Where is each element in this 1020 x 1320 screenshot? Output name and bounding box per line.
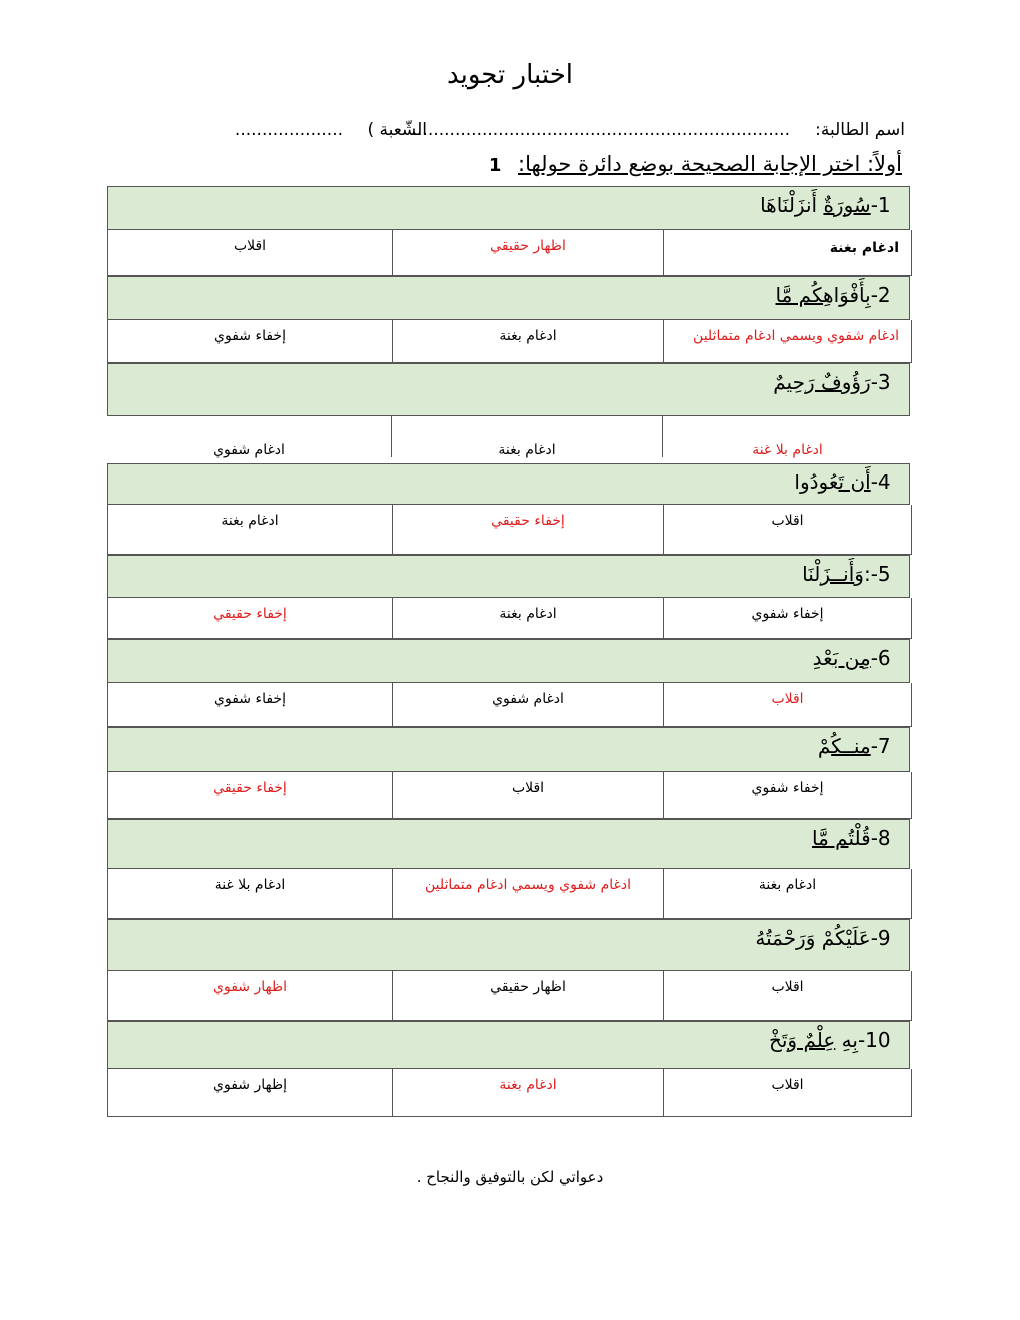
question-word-prefix: عَلَيْكُمْ وَرَحْمَتُهُ [755, 926, 871, 950]
question-number: :-5 [863, 562, 897, 586]
answer-option-cell[interactable] [392, 869, 664, 918]
question-word-prefix: وَ [854, 562, 864, 586]
question-number: -8 [870, 826, 897, 850]
question-number: -4 [870, 470, 897, 494]
question-text [760, 193, 897, 217]
answer-option-label: اقلاب [771, 513, 804, 529]
answer-option-label: اقلاب [233, 238, 267, 254]
instruction-number: 1 [488, 155, 502, 176]
question-word-prefix: بِهِ [835, 1028, 858, 1052]
answer-option-label: ادغام بغنة [499, 1077, 557, 1093]
answer-option-label: ادغام بغنة [499, 606, 557, 622]
question-word-underlined: أَن تَ [838, 470, 871, 494]
answer-option-label: اقلاب [771, 979, 804, 995]
answer-option-cell[interactable] [108, 1069, 392, 1116]
question-row [107, 363, 910, 416]
question-text [794, 470, 897, 494]
question-text [773, 370, 897, 394]
answer-option-cell[interactable] [664, 320, 911, 362]
answer-option-label: إخفاء حقيقي [213, 780, 287, 796]
answer-option-cell[interactable] [664, 869, 911, 918]
answer-option-cell[interactable] [392, 971, 664, 1020]
question-row [107, 1021, 910, 1069]
question-word-suffix: عْدِ [812, 646, 833, 670]
answer-option-cell[interactable] [664, 598, 911, 638]
answer-option-label: إظهار شفوي [213, 1077, 287, 1093]
question-word-underlined: عِلْمٌ وَ [787, 1028, 836, 1052]
answer-option-cell[interactable] [392, 230, 664, 275]
answer-option-label: إخفاء شفوي [214, 328, 286, 344]
answer-option-label: اقلاب [771, 1077, 804, 1093]
answer-row [107, 1069, 912, 1117]
answer-option-label: إخفاء شفوي [751, 606, 824, 622]
question-word-suffix: مْ [817, 734, 832, 758]
question-word-suffix: عُودُوا [794, 470, 839, 494]
answer-option-label: ادغام بلا غنة [214, 877, 286, 893]
answer-option-label: ادغام بغنة [498, 442, 556, 458]
answer-option-label: اقلاب [511, 780, 545, 796]
question-word-prefix: رَؤُو [841, 370, 871, 394]
question-text [802, 562, 897, 586]
instruction-heading [489, 152, 902, 176]
answer-option-cell[interactable] [108, 320, 392, 362]
question-number: -9 [870, 926, 897, 950]
question-number: -3 [870, 370, 897, 394]
question-number: -6 [870, 646, 897, 670]
section-label: الشّعبة ) [367, 120, 427, 140]
student-name-field[interactable]: ...................................................................... [411, 120, 790, 140]
question-row [107, 555, 910, 598]
answer-option-label: إخفاء شفوي [751, 780, 824, 796]
question-row [107, 919, 910, 971]
answer-option-label: ادغام بغنة [758, 877, 817, 893]
answer-option-cell[interactable] [108, 869, 392, 918]
question-word-prefix: بِأَفْوَاهِ [823, 283, 871, 307]
question-text [813, 646, 897, 670]
answer-option-label: اظهار حقيقي [490, 979, 566, 995]
answer-option-label: ادغام شفوي ويسمي ادغام متماثلين [693, 328, 899, 344]
question-row [107, 186, 910, 230]
answer-option-cell[interactable] [664, 505, 911, 554]
answer-option-label: ادغام بغنة [499, 328, 557, 344]
question-word-prefix: قُلْتُ [848, 826, 871, 850]
answer-row [107, 598, 912, 639]
answer-option-cell[interactable] [108, 772, 392, 818]
answer-option-cell[interactable] [664, 230, 911, 275]
question-text [818, 734, 897, 758]
answer-option-cell[interactable] [392, 320, 664, 362]
question-word-suffix: تَخْ [768, 1028, 788, 1052]
question-word-underlined: سُورَةٌ [823, 193, 871, 217]
question-word-underlined: كُم مَّا [775, 283, 824, 307]
question-number: -2 [870, 283, 897, 307]
answer-option-label: إخفاء حقيقي [491, 513, 565, 529]
answer-option-label: اقلاب [771, 691, 804, 707]
answer-option-cell[interactable] [664, 683, 911, 726]
question-word-underlined: م مَّا [811, 826, 849, 850]
footer-note: دعواتي لكن بالتوفيق والنجاح . [416, 1168, 604, 1186]
answer-option-label: ادغام شفوي [492, 691, 564, 707]
student-name-label: اسم الطالبة: [815, 120, 905, 140]
answer-option-label: ادغام شفوي ويسمي ادغام متماثلين [425, 877, 631, 893]
answer-option-cell[interactable] [664, 1069, 911, 1116]
answer-option-cell[interactable] [392, 1069, 664, 1116]
answer-option-label: ادغام بلا غنة [752, 442, 823, 458]
answer-option-cell[interactable] [663, 416, 912, 463]
answer-row [107, 416, 912, 463]
question-word-underlined: أَنــزَ [820, 562, 855, 586]
answer-row [107, 869, 912, 919]
answer-option-label: إخفاء حقيقي [213, 606, 287, 622]
answer-option-cell[interactable] [664, 772, 911, 818]
question-text [812, 826, 897, 850]
question-word-underlined: مِن بَ [832, 646, 871, 670]
answer-row [107, 971, 912, 1021]
answer-option-cell[interactable] [108, 505, 392, 554]
answer-row [107, 772, 912, 819]
answer-option-cell[interactable] [664, 971, 911, 1020]
question-row [107, 819, 910, 869]
question-word-suffix: لْنَا [802, 562, 821, 586]
answer-option-cell[interactable] [392, 683, 664, 726]
answer-option-cell[interactable] [108, 598, 392, 638]
answer-option-cell[interactable] [107, 416, 391, 463]
question-word-suffix: أَنزَلْنَاهَا [760, 193, 824, 217]
answer-option-label: ادغام بغنة [829, 240, 899, 256]
student-info-line [234, 120, 905, 148]
answer-option-cell[interactable] [108, 971, 392, 1020]
question-word-suffix: حِيمٌ [773, 370, 805, 394]
answer-row [107, 320, 912, 363]
answer-option-cell[interactable] [392, 505, 664, 554]
answer-option-cell[interactable] [108, 683, 392, 726]
answer-row [107, 230, 912, 276]
question-row [107, 276, 910, 320]
answer-option-cell[interactable] [391, 416, 663, 457]
answer-row [107, 505, 912, 555]
answer-option-label: إخفاء شفوي [214, 691, 286, 707]
answer-option-label: ادغام بغنة [221, 513, 279, 529]
answer-option-cell[interactable] [108, 230, 392, 275]
instruction-text: أولاً: اختر الإجابة الصحيحة بوضع دائرة حولها: [518, 152, 902, 176]
section-field[interactable]: .................... [234, 120, 343, 140]
question-row [107, 463, 910, 505]
question-number: -10 [857, 1028, 897, 1052]
question-text [755, 926, 897, 950]
question-text [769, 1028, 897, 1052]
question-number: -1 [870, 193, 897, 217]
question-word-underlined: منــكُ [831, 734, 871, 758]
answer-option-cell[interactable] [392, 598, 664, 638]
question-number: -7 [870, 734, 897, 758]
page-title: اختبار تجويد [446, 60, 574, 90]
question-text [776, 283, 898, 307]
answer-option-cell[interactable] [392, 772, 664, 818]
answer-option-label: اظهار شفوي [213, 979, 287, 995]
question-row [107, 639, 910, 683]
answer-option-label: اظهار حقيقي [490, 238, 566, 254]
question-word-underlined: فٌ رَ [804, 370, 842, 394]
answer-option-label: ادغام شفوي [213, 442, 285, 458]
question-row [107, 727, 910, 772]
answer-row [107, 683, 912, 727]
